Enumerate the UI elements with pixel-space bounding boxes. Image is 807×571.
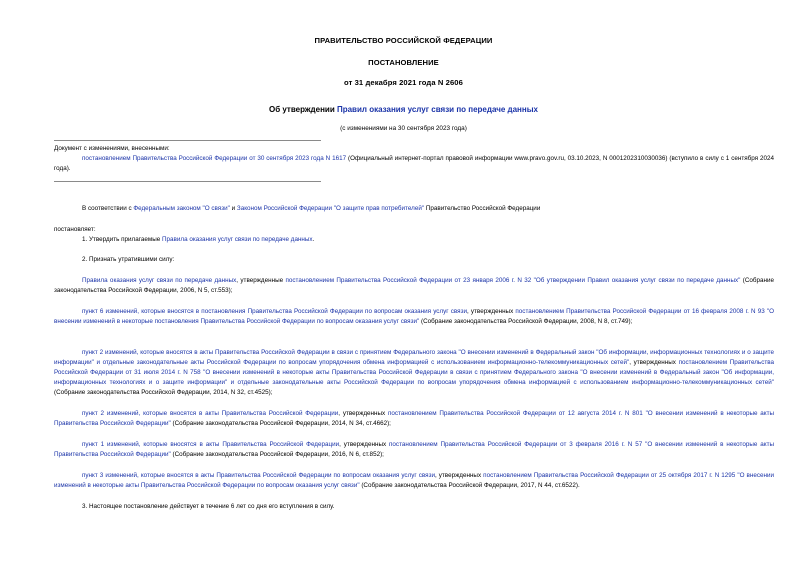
repealed-link-source[interactable]: постановлением Правительства Российской Федерации от 23 января 2006 г. N 32 "Об утверждении Правил оказания услуг связи по передаче данных" bbox=[285, 277, 741, 284]
repealed-citation: (Собрание законодательства Российской Федерации, 2014, N 32, ст.4525); bbox=[54, 389, 273, 396]
bottom-divider bbox=[54, 181, 321, 182]
repealed-item bbox=[54, 348, 774, 398]
document-title bbox=[0, 105, 807, 114]
repealed-link-source[interactable]: постановлением Правительства Российской Федерации от 12 августа 2014 г. N 801 "О внесении изменений в некоторые акты Правительства Российской Федерации" bbox=[54, 410, 775, 427]
title-prefix: Об утверждении bbox=[268, 105, 337, 114]
item-1-end: . bbox=[312, 236, 315, 243]
changes-lead: Документ с изменениями, внесенными: bbox=[54, 145, 170, 152]
repealed-link-main[interactable]: пункт 3 изменений, которые вносятся в акты Правительства Российской Федерации по вопросам оказания услуг связи bbox=[82, 472, 435, 479]
item-1-text: 1. Утвердить прилагаемые bbox=[82, 236, 162, 243]
preamble-text-1: В соответствии с bbox=[82, 205, 134, 212]
repealed-citation: (Собрание законодательства Российской Федерации, 2017, N 44, ст.6522). bbox=[359, 482, 580, 489]
repealed-text: , утвержденных bbox=[339, 441, 390, 448]
repealed-citation: (Собрание законодательства Российской Федерации, 2016, N 6, ст.852); bbox=[170, 451, 384, 458]
edition-note: (с изменениями на 30 сентября 2023 года) bbox=[340, 125, 467, 132]
repealed-text: , утвержденные bbox=[236, 277, 286, 284]
preamble bbox=[54, 204, 774, 214]
repealed-citation: (Собрание законодательства Российской Федерации, 2008, N 8, ст.749); bbox=[419, 318, 633, 325]
repealed-item bbox=[54, 307, 774, 327]
repealed-link-main[interactable]: пункт 2 изменений, которые вносятся в акты Правительства Российской Федерации в связи с принятием Федерального закона "О внесении изменений в Федеральный закон "Об информации, информационных технологиях и о защите информации" и отдельные законодательные акты Российской Федерации по вопросам упорядочения обмена информацией с использованием информационно-телекоммуникационных сетей" bbox=[54, 349, 774, 366]
repealed-item bbox=[54, 440, 774, 460]
document-type-heading: ПОСТАНОВЛЕНИЕ bbox=[368, 58, 439, 67]
repealed-text: , утвержденных bbox=[338, 410, 388, 417]
item-2: 2. Признать утратившими силу: bbox=[82, 256, 175, 263]
repealed-link-main[interactable]: пункт 1 изменений, которые вносятся в акты Правительства Российской Федерации bbox=[82, 441, 340, 448]
repealed-item bbox=[54, 471, 774, 491]
government-heading: ПРАВИТЕЛЬСТВО РОССИЙСКОЙ ФЕДЕРАЦИИ bbox=[314, 36, 493, 45]
repealed-item bbox=[54, 276, 774, 296]
repealed-link-source[interactable]: постановлением Правительства Российской Федерации от 3 февраля 2016 г. N 57 "О внесении изменений в некоторые акты Правительства Российской Федерации" bbox=[54, 441, 775, 458]
document-date-number: от 31 декабря 2021 года N 2606 bbox=[344, 78, 463, 87]
preamble-text-3: Правительство Российской Федерации bbox=[424, 205, 541, 212]
repealed-citation: (Собрание законодательства Российской Федерации, 2014, N 34, ст.4662); bbox=[170, 420, 391, 427]
amending-resolution-link[interactable]: постановлением Правительства Российской Федерации от 30 сентября 2023 года N 1617 bbox=[82, 155, 347, 162]
preamble-text-2: и bbox=[229, 205, 237, 212]
repealed-link-main[interactable]: пункт 2 изменений, которые вносятся в акты Правительства Российской Федерации bbox=[82, 410, 339, 417]
title-rules-link[interactable]: Правил оказания услуг связи по передаче данных bbox=[336, 105, 538, 114]
repealed-text: , утвержденных bbox=[466, 308, 516, 315]
repealed-link-source[interactable]: постановлением Правительства Российской Федерации от 16 февраля 2008 г. N 93 "О внесении изменений в некоторые постановления Правительства Российской Федерации по вопросам оказания услуг связи" bbox=[54, 308, 775, 325]
repealed-text: , утвержденных bbox=[629, 359, 679, 366]
changes-source: (Официальный интернет-портал правовой информации www.pravo.gov.ru, 03.10.2023, N 0001202310030036) (вступило в силу с 1 сентября 2024 года). bbox=[54, 155, 774, 172]
repealed-link-main[interactable]: Правила оказания услуг связи по передаче данных bbox=[82, 277, 237, 284]
resolves: постановляет: bbox=[54, 226, 96, 233]
repealed-citation: (Собрание законодательства Российской Федерации, 2006, N 5, ст.553); bbox=[54, 277, 774, 294]
repealed-item bbox=[54, 409, 774, 429]
repealed-link-main[interactable]: пункт 6 изменений, которые вносятся в постановления Правительства Российской Федерации по вопросам оказания услуг связи bbox=[82, 308, 467, 315]
item-3: 3. Настоящее постановление действует в течение 6 лет со дня его вступления в силу. bbox=[82, 503, 335, 510]
top-divider bbox=[54, 140, 321, 141]
item-1 bbox=[54, 235, 774, 245]
approved-rules-link[interactable]: Правила оказания услуг связи по передаче данных bbox=[162, 236, 313, 243]
repealed-text: , утвержденных bbox=[434, 472, 484, 479]
communications-law-link[interactable]: Федеральным законом "О связи" bbox=[133, 205, 230, 212]
repealed-link-source[interactable]: постановлением Правительства Российской Федерации от 25 октября 2017 г. N 1295 "О внесении изменений в некоторые акты Правительства Российской Федерации по вопросам оказания услуг связи" bbox=[54, 472, 775, 489]
repealed-link-source[interactable]: постановлением Правительства Российской Федерации от 31 июля 2014 г. N 758 "О внесении изменений в некоторые акты Правительства Российской Федерации в связи с принятием Федерального закона "О внесении изменений в Федеральный закон "Об информации, информационных технологиях и о защите информации" и отдельные законодательные акты Российской Федерации по вопросам упорядочения обмена информацией с использованием информационно-телекоммуникационных сетей" bbox=[54, 359, 775, 386]
changes-paragraph bbox=[54, 154, 774, 174]
consumer-rights-law-link[interactable]: Законом Российской Федерации "О защите прав потребителей" bbox=[236, 205, 425, 212]
